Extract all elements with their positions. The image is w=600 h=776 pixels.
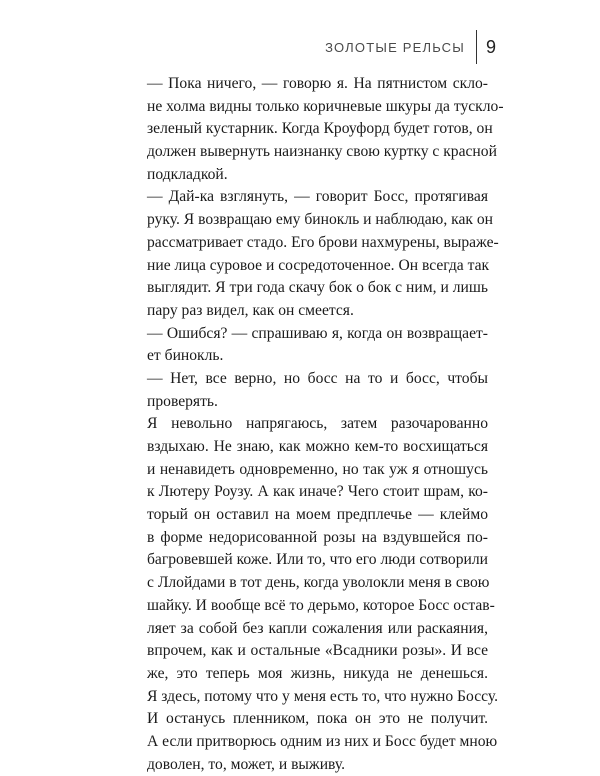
text-line: шайку. И вообще всё то дерьмо, которое Босс остав- — [147, 596, 495, 614]
text-line: проверять. — [147, 392, 218, 410]
text-line: должен вывернуть наизнанку свою куртку с красной — [147, 143, 497, 161]
paragraph — [147, 413, 498, 776]
text-line: — Дай-ка взглянуть, — говорит Босс, протягивая — [147, 188, 488, 206]
text-line: впрочем, как и остальные «Всадники розы». И все — [147, 642, 488, 660]
text-line: — Пока ничего, — говорю я. На пятнистом скло- — [147, 75, 488, 92]
text-line: ляет за собой без капли сожаления или раскаяния, — [147, 619, 488, 637]
text-line: Я невольно напрягаюсь, затем разочарованно — [147, 415, 488, 433]
text-line: выглядит. Я три года скачу бок о бок с ним, и лишь — [147, 279, 488, 297]
text-line: торый он оставил на моем предплечье — клеймо — [147, 506, 488, 524]
text-line: — Нет, все верно, но босс на то и босс, чтобы — [147, 369, 488, 387]
paragraph — [147, 323, 488, 368]
text-line: И останусь пленником, пока он это не получит. — [147, 710, 488, 728]
text-line: с Ллойдами в тот день, когда уволокли меня в свою — [147, 574, 490, 592]
text-line: А если притворюсь одним из них и Босс будет мною — [147, 732, 498, 750]
text-line: вздыхаю. Не знаю, как можно кем-то восхищаться — [147, 438, 488, 455]
text-line: ние лица суровое и сосредоточенное. Он всегда так — [147, 256, 490, 274]
text-line: руку. Я возвращаю ему бинокль и наблюдаю, как он — [147, 211, 493, 229]
body-text — [147, 73, 504, 776]
text-line: в форме недорисованной розы на вздувшейся по- — [147, 528, 488, 546]
paragraph — [147, 368, 488, 413]
text-line: зеленый кустарник. Когда Кроуфорд будет готов, он — [147, 120, 493, 138]
text-line: Я здесь, потому что у меня есть то, что нужно Боссу. — [147, 687, 498, 705]
text-line: пару раз видел, как он смеется. — [147, 301, 354, 319]
text-line: и ненавидеть одновременно, но так уж я отношусь — [147, 460, 488, 478]
text-line: рассматривает стадо. Его брови нахмурены, выраже- — [147, 233, 499, 251]
paragraph — [147, 73, 504, 186]
text-line: доволен, то, может, и выживу. — [147, 755, 345, 773]
text-line: — Ошибся? — спрашиваю я, когда он возвращает- — [147, 324, 488, 342]
text-line: подкладкой. — [147, 165, 228, 183]
text-line: же, это теперь моя жизнь, никуда не денешься. — [147, 664, 488, 682]
book-title: ЗОЛОТЫЕ РЕЛЬСЫ — [325, 39, 465, 55]
text-line: багровевшей коже. Или то, что его люди сотворили — [147, 551, 488, 569]
running-head — [325, 30, 496, 64]
text-line: к Лютеру Роузу. А как иначе? Чего стоит шрам, ко- — [147, 483, 488, 501]
paragraph — [147, 186, 499, 322]
page-number: 9 — [485, 36, 496, 57]
text-line: ет бинокль. — [147, 347, 224, 365]
text-line: не холма видны только коричневые шкуры да тускло- — [147, 97, 504, 115]
